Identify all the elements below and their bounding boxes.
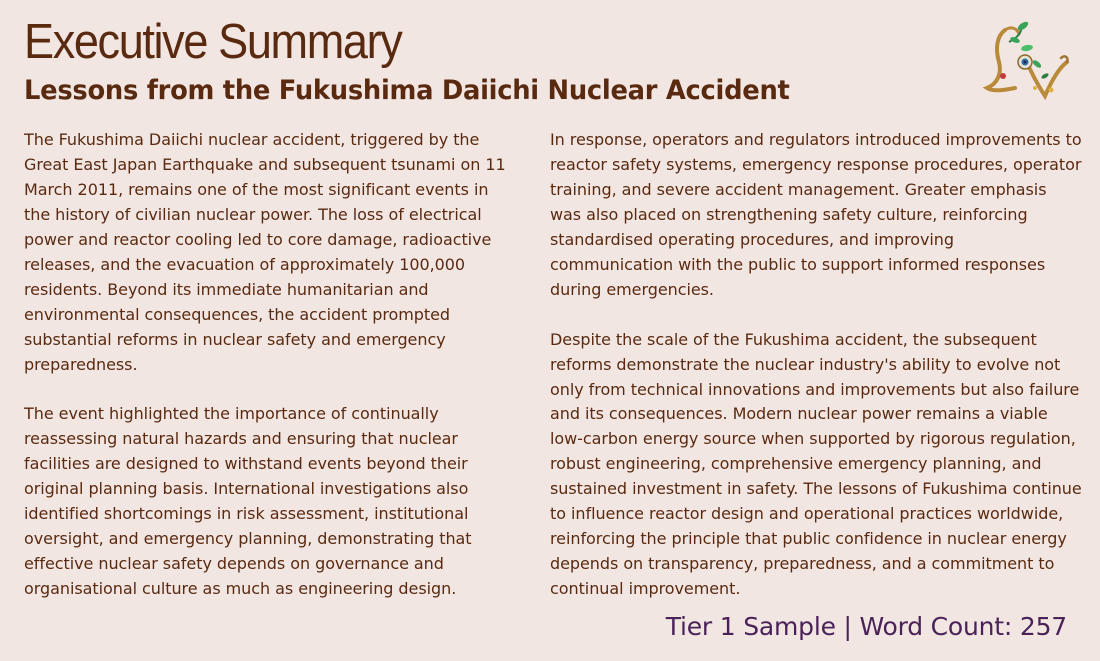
- paragraph: Despite the scale of the Fukushima accident, the subsequent reforms demonstrate the nuclear industry's ability to evolve not only from technical innovations and improvements but also failure and its consequences. Modern nuclear power remains a viable low-carbon energy source when supported by rigorous regulation, robust engineering, comprehensive emergency planning, and sustained investment in safety. The lessons of Fukushima continue to influence reactor design and operational practices worldwide, reinforcing the principle that public confidence in nuclear energy depends on transparency, preparedness, and a commitment to continual improvement.: [550, 329, 1082, 599]
- left-column: [24, 128, 514, 602]
- page-title: Executive Summary: [24, 15, 402, 69]
- paragraph: The event highlighted the importance of continually reassessing natural hazards and ensuring that nuclear facilities are designed to withstand events beyond their original planning basis. International investigations also identified shortcomings in risk assessment, institutional oversight, and emergency planning, demonstrating that effective nuclear safety depends on governance and organisational culture as much as engineering design.: [24, 404, 472, 599]
- paragraph: In response, operators and regulators introduced improvements to reactor safety systems, emergency response procedures, operator training, and severe accident management. Greater emphasis was also placed on strengthening safety culture, reinforcing standardised operating procedures, and improving communication with the public to support informed responses during emergencies.: [550, 130, 1082, 299]
- word-count-footer: Tier 1 Sample | Word Count: 257: [665, 612, 1067, 641]
- page-subtitle: Lessons from the Fukushima Daiichi Nuclear Accident: [24, 75, 790, 106]
- monogram-logo-icon: [975, 18, 1073, 110]
- right-column: [550, 128, 1082, 602]
- paragraph: The Fukushima Daiichi nuclear accident, triggered by the Great East Japan Earthquake and subsequent tsunami on 11 March 2011, remains one of the most significant events in the history of civilian nuclear power. The loss of electrical power and reactor cooling led to core damage, radioactive releases, and the evacuation of approximately 100,000 residents. Beyond its immediate humanitarian and environmental consequences, the accident prompted substantial reforms in nuclear safety and emergency preparedness.: [24, 130, 506, 374]
